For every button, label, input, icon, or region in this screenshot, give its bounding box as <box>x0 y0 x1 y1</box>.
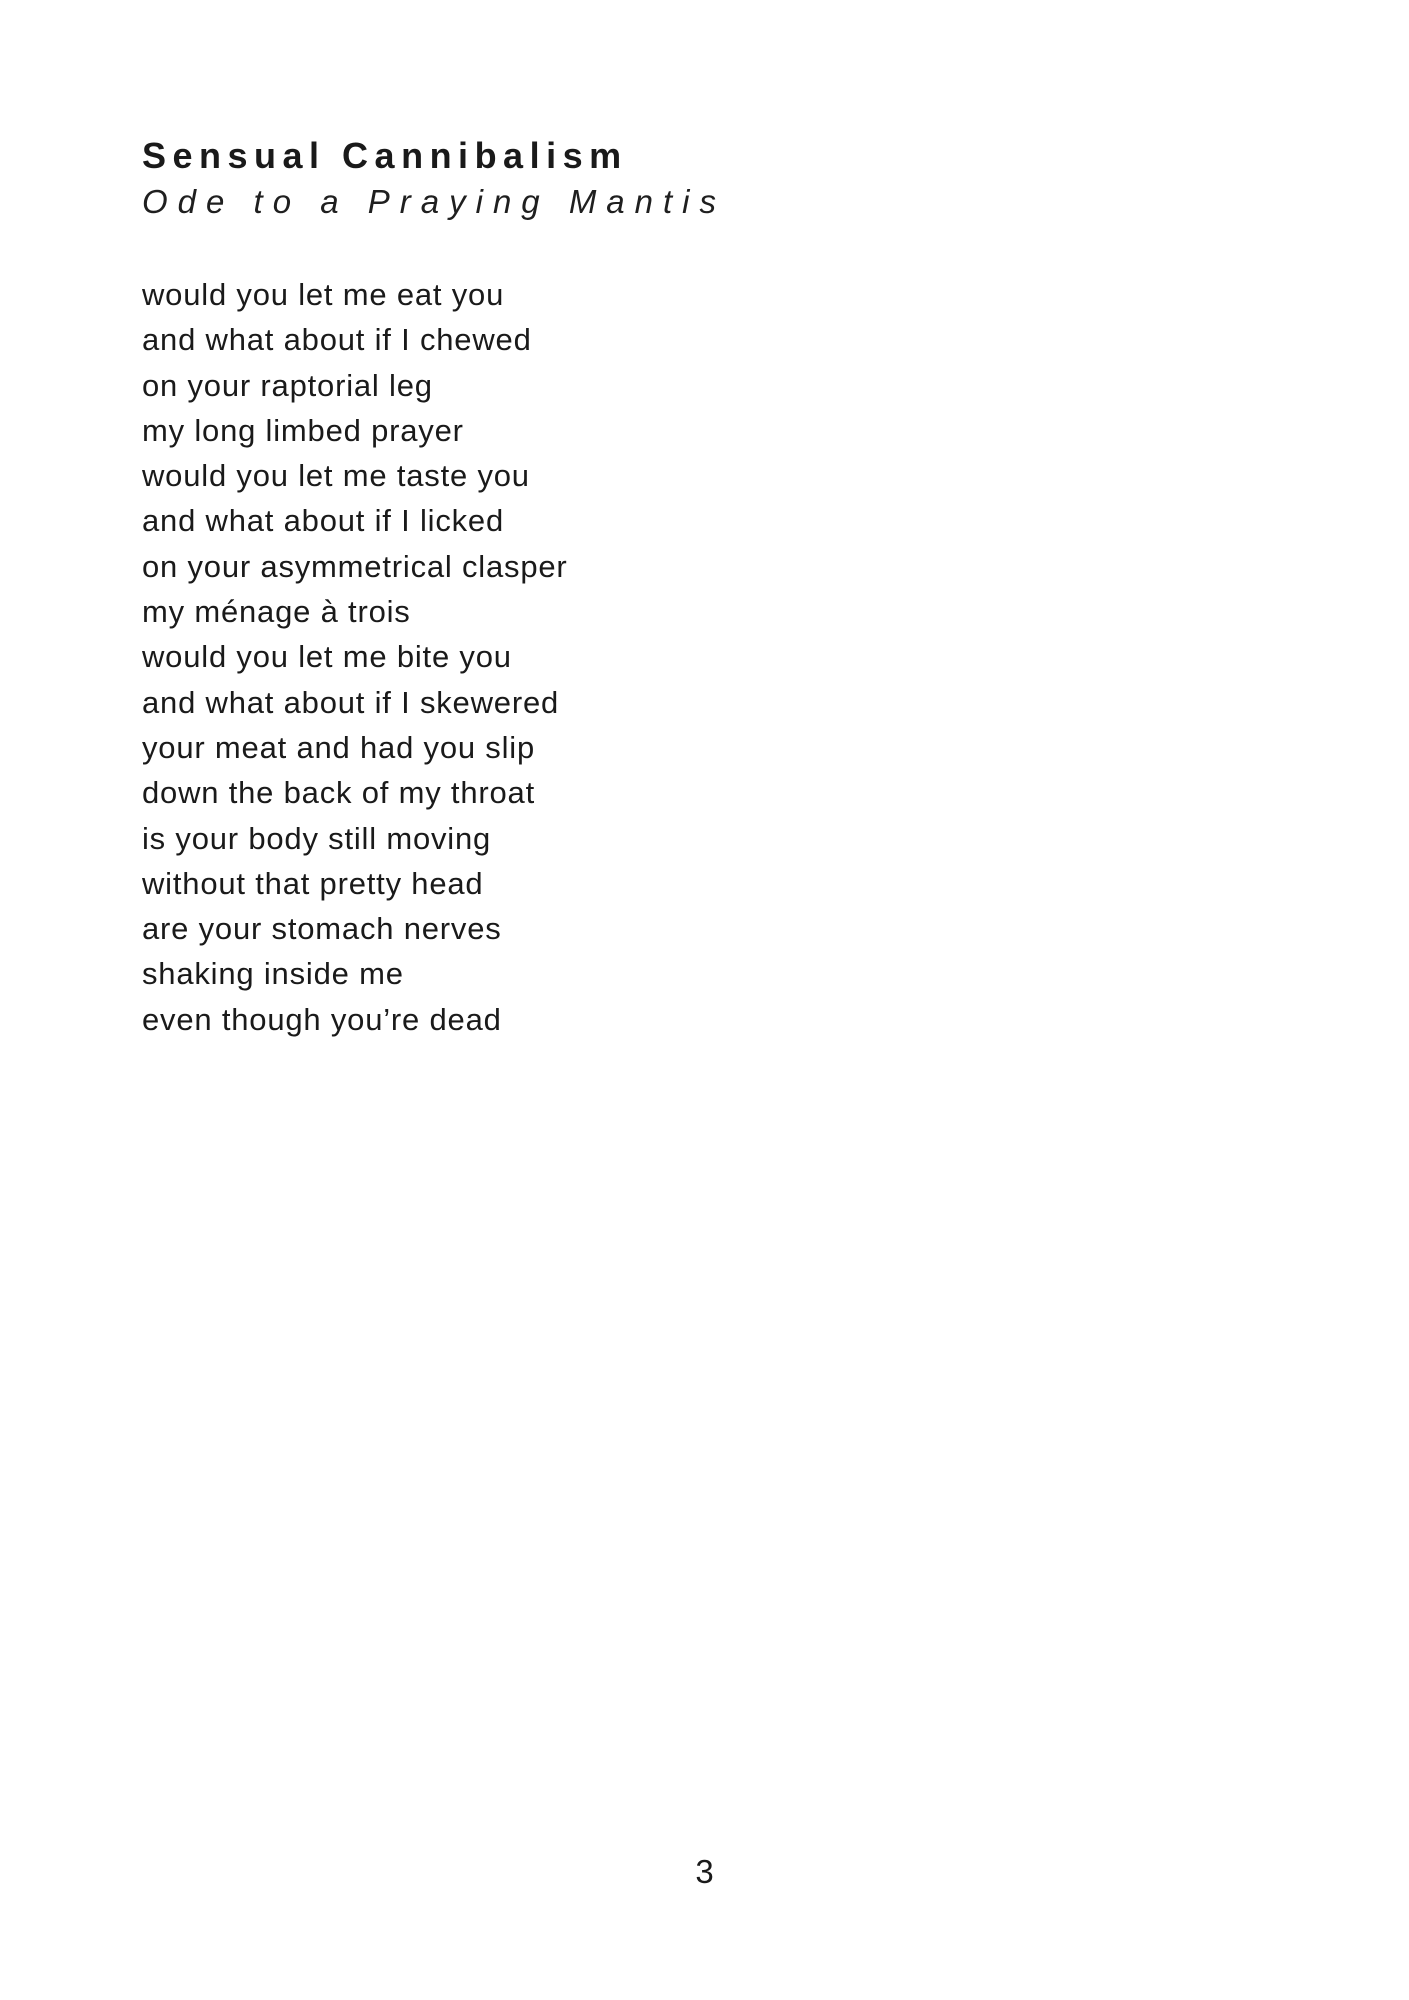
page-number: 3 <box>695 1853 714 1890</box>
poem-line: is your body still moving <box>142 820 492 856</box>
poem-line: without that pretty head <box>142 865 484 901</box>
poem-line: shaking inside me <box>142 956 404 992</box>
poem-line: would you let me eat you <box>142 277 505 312</box>
poem-line: would you let me bite you <box>142 639 512 675</box>
poem-line: your meat and had you slip <box>142 729 536 765</box>
poem-content <box>142 134 726 1042</box>
poem-line: even though you’re dead <box>142 1001 502 1037</box>
poem-line: on your asymmetrical clasper <box>142 548 568 584</box>
poem-line: my long limbed prayer <box>142 412 464 448</box>
poem-line: on your raptorial leg <box>142 367 433 403</box>
poem-title: Sensual Cannibalism <box>142 135 628 176</box>
poem-line: are your stomach nerves <box>142 911 502 947</box>
poem-line: my ménage à trois <box>142 594 411 630</box>
poem-line: down the back of my throat <box>142 775 535 811</box>
poem-line: and what about if I skewered <box>142 684 560 720</box>
poem-line: and what about if I licked <box>142 503 505 539</box>
poem-body <box>142 272 726 1042</box>
poem-line: would you let me taste you <box>142 458 530 494</box>
poem-line: and what about if I chewed <box>142 322 532 358</box>
poem-subtitle: Ode to a Praying Mantis <box>142 183 727 220</box>
